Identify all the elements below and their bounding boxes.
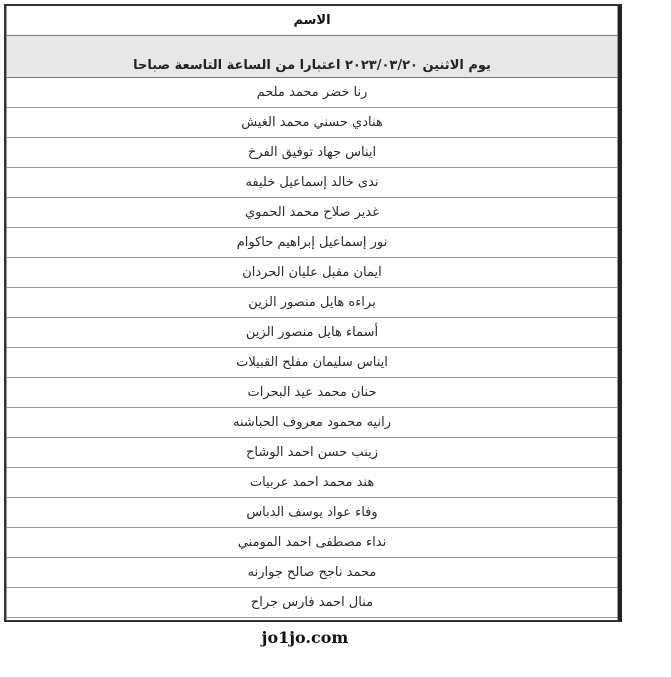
table-row: حنان محمد عيد البحرات	[6, 378, 618, 408]
site-watermark: jo1jo.com	[261, 628, 349, 647]
table-row: رانيه محمود معروف الحباشنه	[6, 408, 618, 438]
table-row: وفاء عواد يوسف الدباس	[6, 498, 618, 528]
table-row: رنا خضر محمد ملحم	[6, 78, 618, 108]
table-row: هند محمد احمد عربيات	[6, 468, 618, 498]
table-row: ايمان مقبل عليان الحردان	[6, 258, 618, 288]
table-row: ايناس جهاد توفيق الفرخ	[6, 138, 618, 168]
table-row: نور إسماعيل إبراهيم حاكوام	[6, 228, 618, 258]
table-row: غدير صلاح محمد الحموي	[6, 198, 618, 228]
table-row: ايناس سليمان مفلح القبيلات	[6, 348, 618, 378]
table-row: منال احمد فارس جراح	[6, 588, 618, 618]
names-table	[6, 6, 618, 622]
table-header-name: الاسم	[6, 6, 618, 36]
names-table-frame	[4, 4, 622, 622]
name-rows	[6, 78, 618, 622]
date-note-row: يوم الاثنين ٢٠٢٣/٠٣/٢٠ اعتبارا من الساعة التاسعة صباحا	[6, 36, 618, 78]
table-row: براءه هايل منصور الزين	[6, 288, 618, 318]
table-row	[6, 618, 618, 622]
table-row: زينب حسن احمد الوشاح	[6, 438, 618, 468]
table-row: نداء مصطفى احمد المومني	[6, 528, 618, 558]
table-row: محمد ناجح صالح جوارنه	[6, 558, 618, 588]
table-row: هنادي حسني محمد الغيش	[6, 108, 618, 138]
table-row: أسماء هايل منصور الزين	[6, 318, 618, 348]
table-row: ندى خالد إسماعيل خليفه	[6, 168, 618, 198]
